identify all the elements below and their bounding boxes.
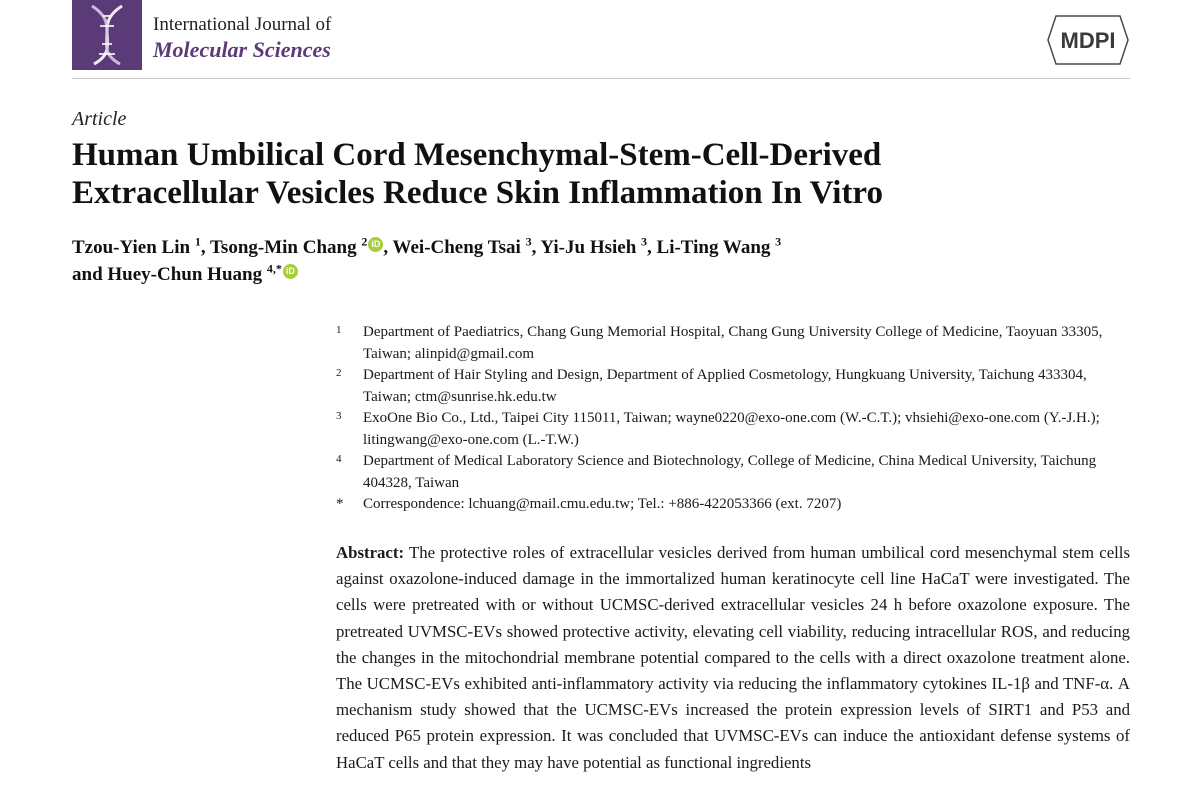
author-separator: , bbox=[531, 237, 541, 258]
author-affiliation-mark: 1 bbox=[194, 234, 201, 249]
affiliation-mark: 2 bbox=[336, 367, 342, 379]
author: Wei-Cheng Tsai bbox=[392, 237, 521, 258]
article-title-line2: Extracellular Vesicles Reduce Skin Inflammation In Vitro bbox=[72, 175, 883, 211]
dna-helix-icon bbox=[72, 0, 142, 70]
publisher-name: MDPI bbox=[1060, 28, 1116, 53]
author: Yi-Ju Hsieh bbox=[540, 237, 637, 258]
header-divider bbox=[72, 78, 1130, 79]
correspondence-text: Correspondence: lchuang@mail.cmu.edu.tw; Tel.: +886-422053366 (ext. 7207) bbox=[363, 496, 842, 512]
author-affiliation-mark: 2 bbox=[361, 234, 368, 249]
orcid-icon[interactable]: iD bbox=[283, 264, 298, 279]
affiliation-text: Department of Hair Styling and Design, Department of Applied Cosmetology, Hungkuang University, Taichung 433304, Taiwan; ctm@sunrise.hk.edu.tw bbox=[363, 367, 1087, 405]
article-title-line1: Human Umbilical Cord Mesenchymal-Stem-Cell-Derived bbox=[72, 137, 882, 173]
orcid-icon[interactable]: iD bbox=[368, 237, 383, 252]
author: Tzou-Yien Lin bbox=[72, 237, 191, 258]
affiliation-text: ExoOne Bio Co., Ltd., Taipei City 115011, Taiwan; wayne0220@exo-one.com (W.-C.T.); vhsiehi@exo-one.com (Y.-J.H.); litingwang@exo-one.com (L.-T.W.) bbox=[363, 410, 1100, 448]
author-separator: , bbox=[647, 237, 657, 258]
author-list bbox=[72, 234, 1132, 288]
affiliation-item bbox=[336, 494, 1136, 516]
article-title bbox=[72, 136, 1132, 212]
abstract-text: The protective roles of extracellular vesicles derived from human umbilical cord mesenchymal stem cells against oxazolone-induced damage in the immortalized human keratinocyte cell line HaCaT were investigated. The cells were pretreated with or without UCMSC-derived extracellular vesicles 24 h before oxazolone exposure. The pretreated UVMSC-EVs showed protective activity, elevating cell viability, reducing intracellular ROS, and reducing the changes in the mitochondrial membrane potential compared to the cells with a direct oxazolone treatment alone. The UCMSC-EVs exhibited anti-inflammatory activity via reducing the inflammatory cytokines IL-1β and TNF-α. A mechanism study showed that the UCMSC-EVs increased the protein expression levels of SIRT1 and P53 and reduced P65 protein expression. It was concluded that UVMSC-EVs can induce the antioxidant defense systems of HaCaT cells and that they may have potential as functional ingredients bbox=[336, 543, 1130, 772]
affiliation-item bbox=[336, 408, 1136, 451]
abstract bbox=[336, 540, 1130, 776]
affiliation-item bbox=[336, 322, 1136, 365]
journal-name bbox=[153, 14, 331, 64]
author: Li-Ting Wang bbox=[656, 237, 771, 258]
affiliations bbox=[336, 322, 1136, 516]
author: Tsong-Min Chang bbox=[210, 237, 357, 258]
author-affiliation-mark: 3 bbox=[775, 234, 782, 249]
author-affiliation-mark: 3 bbox=[525, 234, 532, 249]
affiliation-mark: 3 bbox=[336, 410, 342, 422]
journal-name-line2: Molecular Sciences bbox=[153, 37, 331, 62]
affiliation-mark: 1 bbox=[336, 324, 342, 336]
author-separator: , bbox=[200, 237, 210, 258]
mdpi-logo bbox=[1040, 12, 1132, 68]
affiliation-mark: * bbox=[336, 496, 344, 512]
abstract-label: Abstract: bbox=[336, 543, 405, 562]
author: and Huey-Chun Huang bbox=[72, 264, 263, 285]
author-affiliation-mark: 3 bbox=[641, 234, 648, 249]
author-separator: , bbox=[383, 237, 393, 258]
author-affiliation-mark: 4,* bbox=[266, 261, 282, 276]
journal-name-line1: International Journal of bbox=[153, 14, 332, 35]
article-type: Article bbox=[72, 108, 127, 130]
affiliation-text: Department of Paediatrics, Chang Gung Memorial Hospital, Chang Gung University College of Medicine, Taoyuan 33305, Taiwan; alinpid@gmail.com bbox=[363, 324, 1103, 362]
affiliation-text: Department of Medical Laboratory Science and Biotechnology, College of Medicine, China Medical University, Taichung 404328, Taiwan bbox=[363, 453, 1097, 491]
affiliation-item bbox=[336, 365, 1136, 408]
affiliation-mark: 4 bbox=[336, 453, 342, 465]
affiliation-item bbox=[336, 451, 1136, 494]
